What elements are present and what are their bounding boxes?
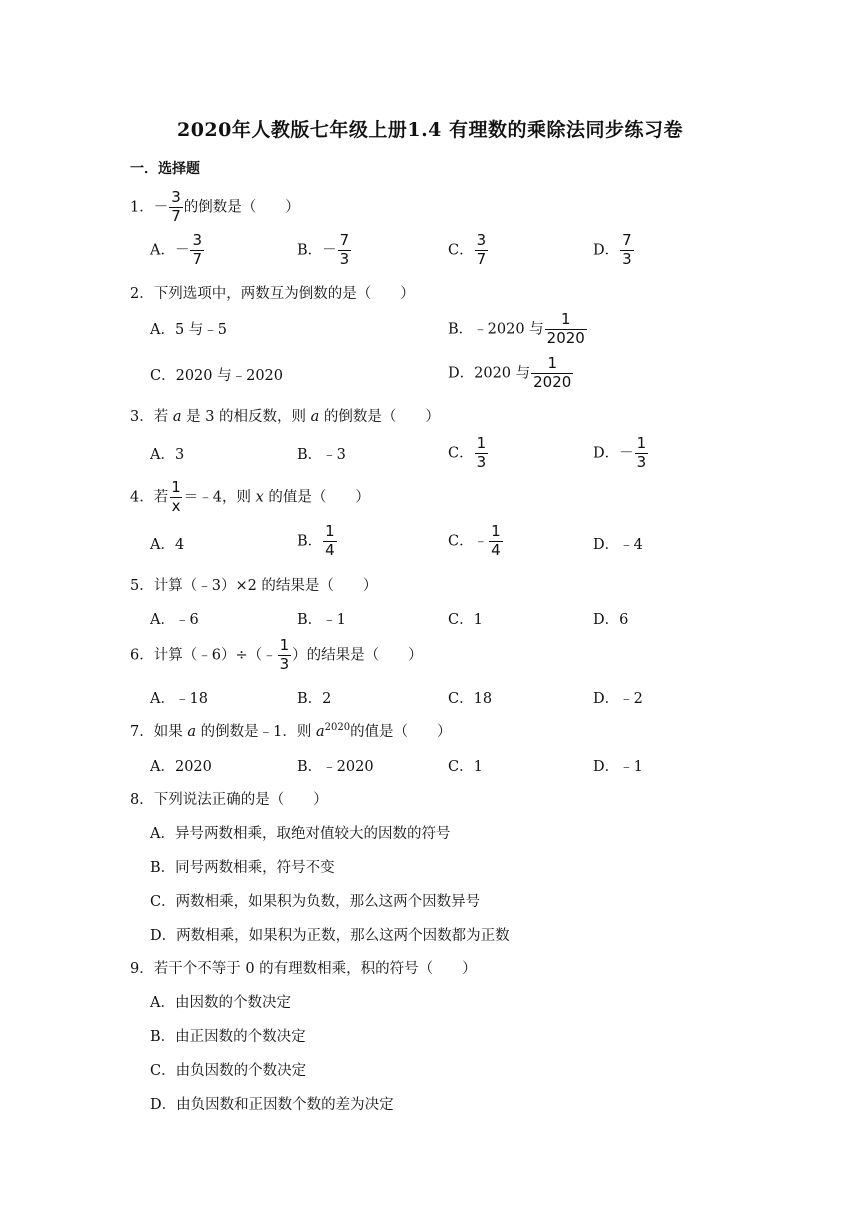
option-b: B．由正因数的个数决定 bbox=[150, 1029, 306, 1045]
option-a: A．﹣6 bbox=[150, 612, 199, 628]
option-b: B．同号两数相乘，符号不变 bbox=[150, 860, 335, 876]
option-c: C．1 bbox=[448, 759, 483, 775]
option-c: C．18 bbox=[448, 691, 493, 707]
option-c: C． $\frac{3}{7}$ bbox=[448, 231, 487, 268]
question-2: 2．下列选项中，两数互为倒数的是（ ） bbox=[130, 286, 415, 302]
option-c: C．由负因数的个数决定 bbox=[150, 1063, 307, 1079]
option-d: D．﹣1 bbox=[593, 759, 643, 775]
option-c: C．两数相乘，如果积为负数，那么这两个因数异号 bbox=[150, 894, 481, 910]
option-a: A．由因数的个数决定 bbox=[150, 995, 291, 1011]
option-a: A．﹣18 bbox=[150, 691, 208, 707]
option-b: B．﹣2020 与 $\frac{1}{2020}$ bbox=[448, 310, 585, 347]
option-b: B．－ $\frac{7}{3}$ bbox=[297, 231, 350, 268]
option-b: B． $\frac{1}{4}$ bbox=[297, 522, 335, 559]
option-d: D．由负因数和正因数个数的差为决定 bbox=[150, 1097, 394, 1113]
page-title: 2020年人教版七年级上册1.4 有理数的乘除法同步练习卷 bbox=[176, 119, 684, 141]
option-b: B．﹣1 bbox=[297, 612, 346, 628]
question-3: 3．若 a 是 3 的相反数，则 a 的倒数是（ ） bbox=[130, 409, 440, 425]
question-8: 8．下列说法正确的是（ ） bbox=[130, 792, 328, 808]
option-b: B．﹣3 bbox=[297, 447, 346, 463]
option-a: A．4 bbox=[150, 537, 185, 553]
option-d: D．6 bbox=[593, 612, 629, 628]
question-6: 6．计算（﹣6）÷（﹣ $\frac{1}{3}$ ）的结果是（ ） bbox=[130, 636, 423, 673]
option-c: C．﹣ $\frac{1}{4}$ bbox=[448, 522, 501, 559]
question-4: 4．若 $\frac{1}{x}$ ＝﹣4，则 x 的值是（ ） bbox=[130, 478, 370, 515]
option-a: A．2020 bbox=[150, 759, 212, 775]
question-1: 1．－ $\frac{3}{7}$ 的倒数是（ ） bbox=[130, 188, 300, 225]
option-b: B．2 bbox=[297, 691, 332, 707]
option-d: D．﹣4 bbox=[593, 537, 643, 553]
option-d: D．－ $\frac{1}{3}$ bbox=[593, 434, 647, 471]
option-c: C．2020 与﹣2020 bbox=[150, 368, 284, 384]
option-d: D．两数相乘，如果积为正数，那么这两个因数都为正数 bbox=[150, 928, 510, 944]
question-7: 7．如果 a 的倒数是﹣1．则 $a^{2020}$的值是（ ） bbox=[130, 722, 452, 740]
option-d: D．﹣2 bbox=[593, 691, 643, 707]
option-a: A．3 bbox=[150, 447, 185, 463]
option-d: D． $\frac{7}{3}$ bbox=[593, 231, 632, 268]
section-heading: 一．选择题 bbox=[130, 161, 200, 177]
fraction: $\frac{3}{7}$ bbox=[171, 188, 181, 225]
option-a: A．－ $\frac{3}{7}$ bbox=[150, 231, 203, 268]
question-5: 5．计算（﹣3）×2 的结果是（ ） bbox=[130, 578, 378, 594]
option-b: B．﹣2020 bbox=[297, 759, 374, 775]
option-a: A．5 与﹣5 bbox=[150, 322, 228, 338]
question-9: 9．若干个不等于 0 的有理数相乘，积的符号（ ） bbox=[130, 961, 477, 977]
option-c: C．1 bbox=[448, 612, 483, 628]
option-d: D．2020 与 $\frac{1}{2020}$ bbox=[448, 354, 572, 391]
option-c: C． $\frac{1}{3}$ bbox=[448, 434, 487, 471]
option-a: A．异号两数相乘，取绝对值较大的因数的符号 bbox=[150, 826, 451, 842]
